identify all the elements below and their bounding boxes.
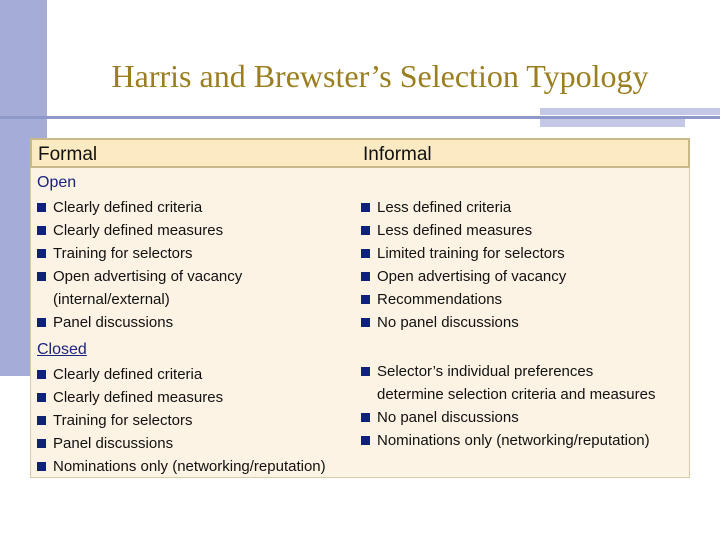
square-bullet-icon bbox=[37, 203, 46, 212]
list-item: Recommendations bbox=[361, 288, 566, 311]
square-bullet-icon bbox=[361, 318, 370, 327]
open-formal-list bbox=[37, 196, 242, 334]
square-bullet-icon bbox=[37, 439, 46, 448]
list-item: Less defined measures bbox=[361, 219, 566, 242]
square-bullet-icon bbox=[37, 393, 46, 402]
decorative-strip bbox=[540, 119, 685, 127]
square-bullet-icon bbox=[37, 462, 46, 471]
square-bullet-icon bbox=[361, 367, 370, 376]
square-bullet-icon bbox=[361, 226, 370, 235]
table-header-row bbox=[30, 138, 690, 168]
list-item: Less defined criteria bbox=[361, 196, 566, 219]
list-item: Clearly defined measures bbox=[37, 219, 242, 242]
header-formal: Formal bbox=[38, 144, 98, 165]
list-item-continuation: (internal/external) bbox=[53, 291, 170, 308]
open-informal-list bbox=[361, 196, 566, 334]
closed-formal-list bbox=[37, 363, 326, 478]
list-item: No panel discussions bbox=[361, 406, 655, 429]
square-bullet-icon bbox=[361, 295, 370, 304]
square-bullet-icon bbox=[37, 272, 46, 281]
list-item: Limited training for selectors bbox=[361, 242, 566, 265]
slide-title: Harris and Brewster’s Selection Typology bbox=[111, 58, 649, 94]
square-bullet-icon bbox=[37, 416, 46, 425]
list-item: No panel discussions bbox=[361, 311, 566, 334]
list-item: Training for selectors bbox=[37, 242, 242, 265]
list-item: Open advertising of vacancy (internal/external) bbox=[37, 265, 242, 311]
square-bullet-icon bbox=[37, 249, 46, 258]
section-label-open: Open bbox=[37, 174, 77, 191]
list-item: Panel discussions bbox=[37, 311, 242, 334]
square-bullet-icon bbox=[37, 318, 46, 327]
section-label-closed: Closed bbox=[37, 341, 87, 358]
square-bullet-icon bbox=[361, 272, 370, 281]
list-item: Training for selectors bbox=[37, 409, 326, 432]
list-item: Clearly defined criteria bbox=[37, 196, 242, 219]
list-item: Nominations only (networking/reputation) bbox=[361, 429, 655, 452]
closed-informal-list bbox=[361, 360, 655, 452]
list-item: Clearly defined measures bbox=[37, 386, 326, 409]
list-item: Selector’s individual preferences determine selection criteria and measures bbox=[361, 360, 655, 406]
list-item-continuation: determine selection criteria and measures bbox=[377, 386, 656, 403]
square-bullet-icon bbox=[361, 203, 370, 212]
header-informal: Informal bbox=[363, 144, 432, 165]
list-item: Clearly defined criteria bbox=[37, 363, 326, 386]
typology-table bbox=[30, 138, 690, 478]
square-bullet-icon bbox=[37, 226, 46, 235]
square-bullet-icon bbox=[361, 436, 370, 445]
list-item: Panel discussions bbox=[37, 432, 326, 455]
square-bullet-icon bbox=[361, 249, 370, 258]
list-item: Open advertising of vacancy bbox=[361, 265, 566, 288]
list-item: Nominations only (networking/reputation) bbox=[37, 455, 326, 478]
square-bullet-icon bbox=[37, 370, 46, 379]
square-bullet-icon bbox=[361, 413, 370, 422]
decorative-strip bbox=[540, 108, 720, 115]
